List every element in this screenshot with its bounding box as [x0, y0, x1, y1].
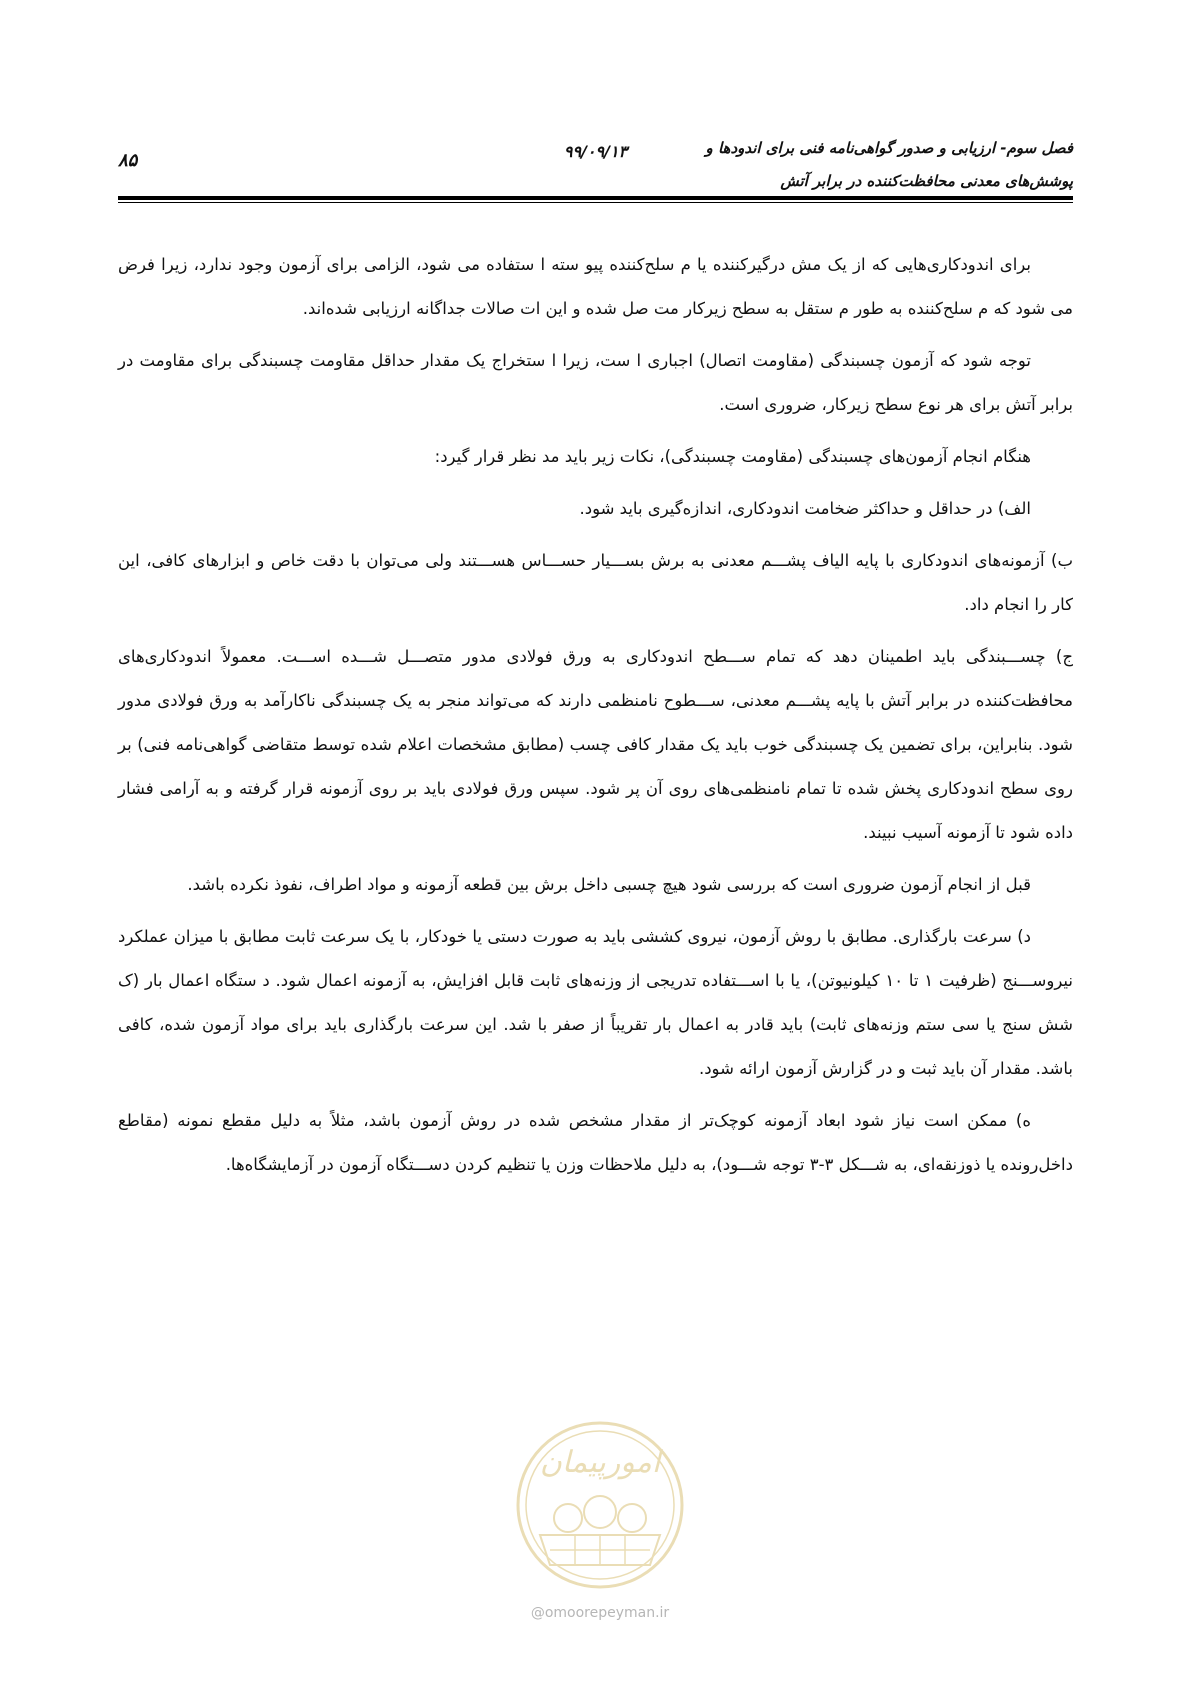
- header-date: ۹۹/۰۹/۱۳: [563, 142, 628, 161]
- page-number: ۸۵: [118, 150, 138, 171]
- paragraph-4: الف) در حداقل و حداکثر ضخامت اندودکاری، اندازه‌گیری باید شود.: [579, 499, 1031, 518]
- paragraph-8: د) سرعت بارگذاری. مطابق با روش آزمون، نیروی کششی باید به صورت دستی یا خودکار، با یک سرعت ثابت مطابق با میزان عملکرد نیروســـنج (ظرفیت ۱ تا ۱۰ کیلونیوتن)، یا با اســـتفاده تدریجی از وزنه‌های ثابت قابل افزایش، به آزمونه اعمال شود. د ستگاه اعمال بار (ک شش سنج یا سی ستم وزنه‌های ثابت) باید قادر به اعمال بار تقریباً از صفر با شد. این سرعت بارگذاری باید برای مواد آزمون شده، کافی باشد. مقدار آن باید ثبت و در گزارش آزمون ارائه شود.: [118, 927, 1074, 1078]
- chapter-title-line-1: فصل سوم- ارزیابی و صدور گواهی‌نامه فنی برای اندودها و: [705, 139, 1073, 157]
- paragraph-9: ه) ممکن است نیاز شود ابعاد آزمونه کوچک‌تر از مقدار مشخص شده در روش آزمون باشد، مثلاً به دلیل مقطع نمونه (مقاطع داخل‌رونده یا ذوزنقه‌ای، به شـــکل ۳-۳ توجه شـــود)، به دلیل ملاحظات وزن یا تنظیم کردن دســـتگاه آزمون در آزمایشگاه‌ها.: [118, 1111, 1073, 1174]
- paragraph-3: هنگام انجام آزمون‌های چسبندگی (مقاومت چسبندگی)، نکات زیر باید مد نظر قرار گیرد:: [434, 447, 1031, 466]
- paragraph-5: ب) آزمونه‌های اندودکاری با پایه الیاف پشـــم معدنی به برش بســـیار حســـاس هســـتند ولی می‌توان با دقت خاص و ابزارهای کافی، این کار را انجام داد.: [118, 551, 1073, 614]
- paragraph-6: ج) چســـبندگی باید اطمینان دهد که تمام ســـطح اندودکاری به ورق فولادی مدور متصـــل شـــده اســـت. معمولاً اندودکاری‌های محافظت‌کننده در برابر آتش با پایه پشـــم معدنی، ســـطوح نامنظمی دارند که می‌تواند منجر به یک چسبندگی ناکارآمد به ورق فولادی مدور شود. بنابراین، برای تضمین یک چسبندگی خوب باید یک مقدار کافی چسب (مطابق مشخصات اعلام شده توسط متقاضی گواهی‌نامه فنی) بر روی سطح اندودکاری پخش شده تا تمام نامنظمی‌های روی آن پر شود. سپس ورق فولادی باید بر روی آزمونه قرار گرفته و به آرامی فشار داده شود تا آزمونه آسیب نبیند.: [118, 647, 1073, 842]
- chapter-title-line-2: پوشش‌های معدنی محافظت‌کننده در برابر آتش: [780, 172, 1073, 190]
- paragraph-1: برای اندودکاری‌هایی که از یک مش درگیرکننده یا م سلح‌کننده پیو سته ا ستفاده می شود، الزامی برای آزمون وجود ندارد، زیرا فرض می شود که م سلح‌کننده به طور م ستقل به سطح زیرکار مت صل شده و این ات صالات جداگانه ارزیابی شده‌اند.: [118, 255, 1073, 318]
- header-rule-thick: [118, 196, 1073, 200]
- paragraph-2: توجه شود که آزمون چسبندگی (مقاومت اتصال) اجباری ا ست، زیرا ا ستخراج یک مقدار حداقل مقاومت چسبندگی برای مقاومت در برابر آتش برای هر نوع سطح زیرکار، ضروری است.: [118, 351, 1073, 414]
- header-rule-thin: [118, 202, 1073, 203]
- watermark-logo-text: امورپیمان: [539, 1445, 661, 1480]
- page-header: [118, 128, 1073, 198]
- body-text: [118, 243, 1073, 1195]
- watermark-logo: [500, 1400, 700, 1595]
- watermark-url: @omoorepeyman.ir: [530, 1605, 670, 1621]
- paragraph-7: قبل از انجام آزمون ضروری است که بررسی شود هیچ چسبی داخل برش بین قطعه آزمونه و مواد اطراف، نفوذ نکرده باشد.: [187, 875, 1031, 894]
